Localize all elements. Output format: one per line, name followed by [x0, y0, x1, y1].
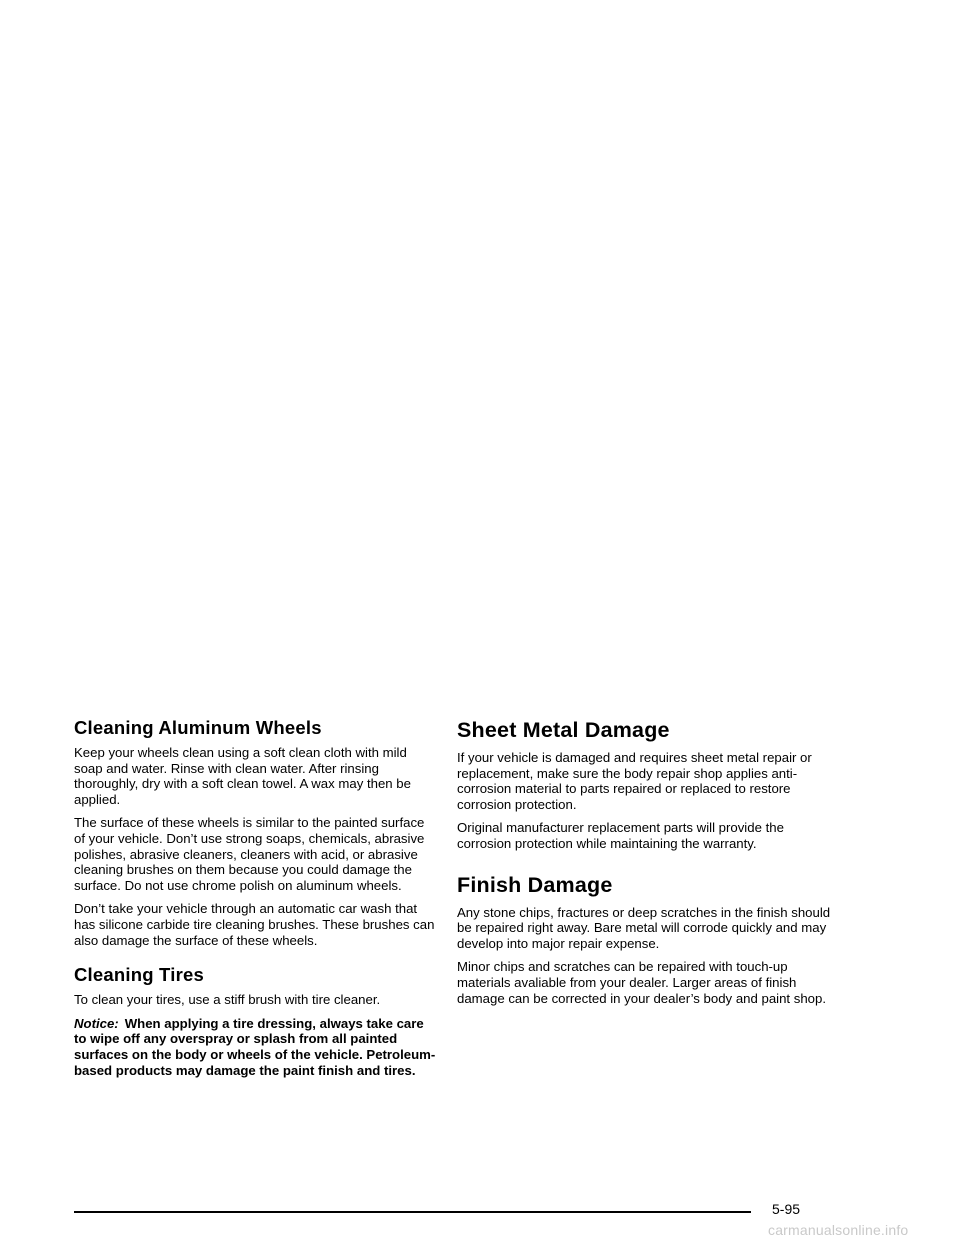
notice-text: When applying a tire dressing, always take care to wipe off any overspray or splash from all painted surfaces on the body or wheels of the vehicle. Petroleum-based products may damage the paint finish and tires.	[74, 1015, 436, 1078]
tires-notice	[74, 1016, 436, 1078]
wheels-paragraph-1: Keep your wheels clean using a soft clean cloth with mild soap and water. Rinse with clean water. After rinsing thoroughly, dry with a soft clean towel. A wax may then be applied.	[74, 745, 411, 807]
right-column	[457, 717, 831, 1006]
finish-paragraph-1: Any stone chips, fractures or deep scratches in the finish should be repaired right away. Bare metal will corrode quickly and may develop into major repair expense.	[457, 904, 831, 951]
watermark: carmanualsonline.info	[768, 1222, 909, 1238]
heading-cleaning-tires: Cleaning Tires	[74, 964, 204, 986]
tires-paragraph-1: To clean your tires, use a stiff brush with tire cleaner.	[74, 992, 381, 1008]
footer-rule	[74, 1211, 751, 1213]
heading-cleaning-aluminum-wheels: Cleaning Aluminum Wheels	[74, 717, 322, 738]
notice-label: Notice:	[74, 1015, 119, 1031]
wheels-paragraph-2: The surface of these wheels is similar to the painted surface of your vehicle. Don’t use strong soaps, chemicals, abrasive polishes, abrasive cleaners, cleaners with acid, or abrasive cleaning brushes on them because you could damage the surface. Do not use chrome polish on aluminum wheels.	[74, 815, 425, 893]
heading-finish-damage: Finish Damage	[457, 872, 613, 897]
heading-sheet-metal-damage: Sheet Metal Damage	[457, 718, 670, 742]
wheels-paragraph-3: Don’t take your vehicle through an automatic car wash that has silicone carbide tire cleaning brushes. These brushes can also damage the surface of these wheels.	[74, 901, 435, 948]
finish-paragraph-2: Minor chips and scratches can be repaired with touch-up materials avaliable from your dealer. Larger areas of finish damage can be corrected in your dealer’s body and paint shop.	[457, 959, 827, 1006]
left-column	[74, 717, 436, 1078]
page-number: 5-95	[772, 1201, 801, 1217]
sheet-metal-paragraph-1: If your vehicle is damaged and requires sheet metal repair or replacement, make sure the body repair shop applies anti-corrosion material to parts repaired or replaced to restore corrosion protection.	[457, 750, 812, 812]
sheet-metal-paragraph-2: Original manufacturer replacement parts will provide the corrosion protection while maintaining the warranty.	[457, 820, 784, 851]
